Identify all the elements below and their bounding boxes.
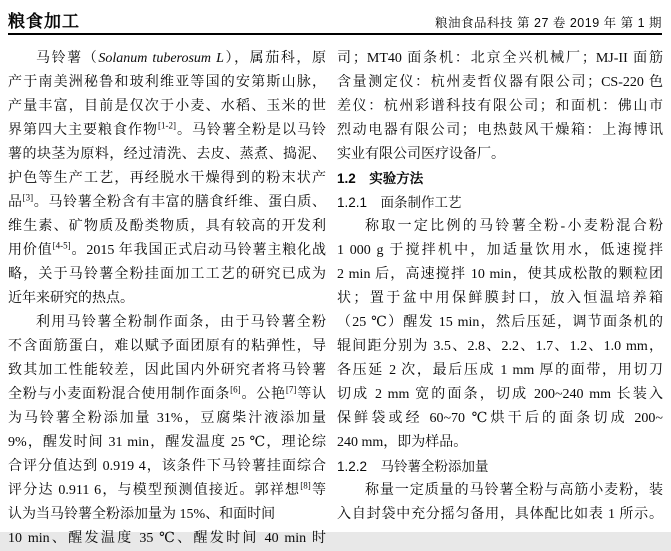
- text-line: 用价值[4-5]。2015 年我国正式启动马铃薯主粮化战: [8, 240, 327, 258]
- text-line: 称取一定比例的马铃薯全粉-小麦粉混合粉: [365, 219, 663, 234]
- heading-1-2: 1.2 实验方法: [337, 171, 424, 186]
- text-line: 实业有限公司医疗设备厂。: [337, 147, 505, 162]
- text-line: 2 min 后，高速搅拌 10 min，使其成松散的颗粒团: [337, 267, 663, 282]
- text-line: 致其加工性能较差，因此国内外研究者将马铃薯: [8, 363, 326, 378]
- text-line: 产于南美洲秘鲁和玻利维亚等国的安第斯山脉，: [8, 75, 326, 90]
- text-line: 入自封袋中充分摇匀备用，具体配比如表 1 所示。: [337, 507, 663, 522]
- text-line: 产量丰富，目前是仅次于小麦、水稻、玉米的世: [8, 99, 326, 114]
- text-line: 240 mm，即为样品。: [337, 435, 468, 450]
- right-column: [337, 47, 663, 532]
- text-line: 状；置于盆中用保鲜膜封口，放入恒温培养箱: [337, 291, 663, 306]
- section-label: 粮食加工: [8, 12, 80, 31]
- text-line: 称量一定质量的马铃薯全粉与高筋小麦粉，装: [365, 483, 663, 498]
- text-line: 认为当马铃薯全粉添加量为 15%、和面时间: [8, 507, 276, 522]
- text-line: 1 000 g 于搅拌机中，加适量饮用水，低速搅拌: [337, 243, 663, 258]
- text-line-clipped: 10 min、醒发温度 35 ℃、醒发时间 40 min 时: [8, 531, 326, 546]
- text-line: 界第四大主要粮食作物[1-2]。马铃薯全粉是以马铃: [8, 120, 326, 138]
- running-header: [8, 8, 662, 32]
- text-line: 维生素、矿物质及酚类物质，具有较高的开发利: [8, 219, 326, 234]
- text-line: 近年来研究的热点。: [8, 291, 134, 306]
- text-line: 为马铃薯全粉添加量 31%，豆腐柴汁液添加量: [8, 411, 326, 426]
- left-column: [8, 47, 327, 546]
- text-line: 薯的块茎为原料，经过清洗、去皮、蒸煮、捣泥、: [8, 147, 326, 162]
- text-line: 含量测定仪：杭州麦哲仪器有限公司；CS-220 色: [337, 75, 663, 90]
- text-line: 烈动电器有限公司；电热鼓风干燥箱：上海博讯: [337, 123, 663, 138]
- text-line: 司；MT40 面条机：北京全兴机械厂；MJ-II 面筋: [337, 51, 663, 66]
- text-line: 9%，醒发时间 31 min，醒发温度 25 ℃，理论综: [8, 435, 326, 450]
- text-line: 合评分值达到 0.919 4，该条件下马铃薯挂面综合: [8, 459, 326, 474]
- text-line: （25 ℃）醒发 15 min，然后压延，调节面条机的: [337, 315, 663, 330]
- text-line: 切成 2 mm 宽的面条，切成 200~240 mm 长装入: [337, 387, 663, 402]
- text-line: 全粉与小麦面粉混合使用制作面条[6]。公艳[7]等认: [8, 384, 327, 402]
- text-line: 利用马铃薯全粉制作面条，由于马铃薯全粉: [36, 315, 326, 330]
- heading-1-2-1: 1.2.1 面条制作工艺: [337, 195, 462, 210]
- text-line: 各压延 2 次，最后压成 1 mm 厚的面带，用切刀: [337, 363, 663, 378]
- text-line: 差仪：杭州彩谱科技有限公司；和面机：佛山市: [337, 99, 663, 114]
- text-line: 辊间距分别为 3.5、2.8、2.2、1.7、1.2、1.0 mm，: [337, 339, 663, 354]
- text-line: 品[3]。马铃薯全粉含有丰富的膳食纤维、蛋白质、: [8, 192, 327, 210]
- text-line: 马铃薯（Solanum tuberosum L），属茄科，原: [36, 51, 327, 66]
- text-line: 保鲜袋或经 60~70 ℃烘干后的面条切成 200~: [337, 411, 663, 426]
- text-line: 评分达 0.911 6，与模型预测值接近。郭祥想[8]等: [8, 480, 327, 498]
- journal-label: 粮油食品科技 第 27 卷 2019 年 第 1 期: [435, 16, 662, 30]
- text-line: 略，关于马铃薯全粉挂面加工工艺的研究已成为: [8, 267, 326, 282]
- header-rule: [8, 33, 662, 35]
- text-line: 不含面筋蛋白，难以赋予面团原有的粘弹性，导: [8, 339, 326, 354]
- heading-1-2-2: 1.2.2 马铃薯全粉添加量: [337, 459, 489, 474]
- text-line: 护色等生产工艺，再经脱水干燥得到的粉末状产: [8, 171, 326, 186]
